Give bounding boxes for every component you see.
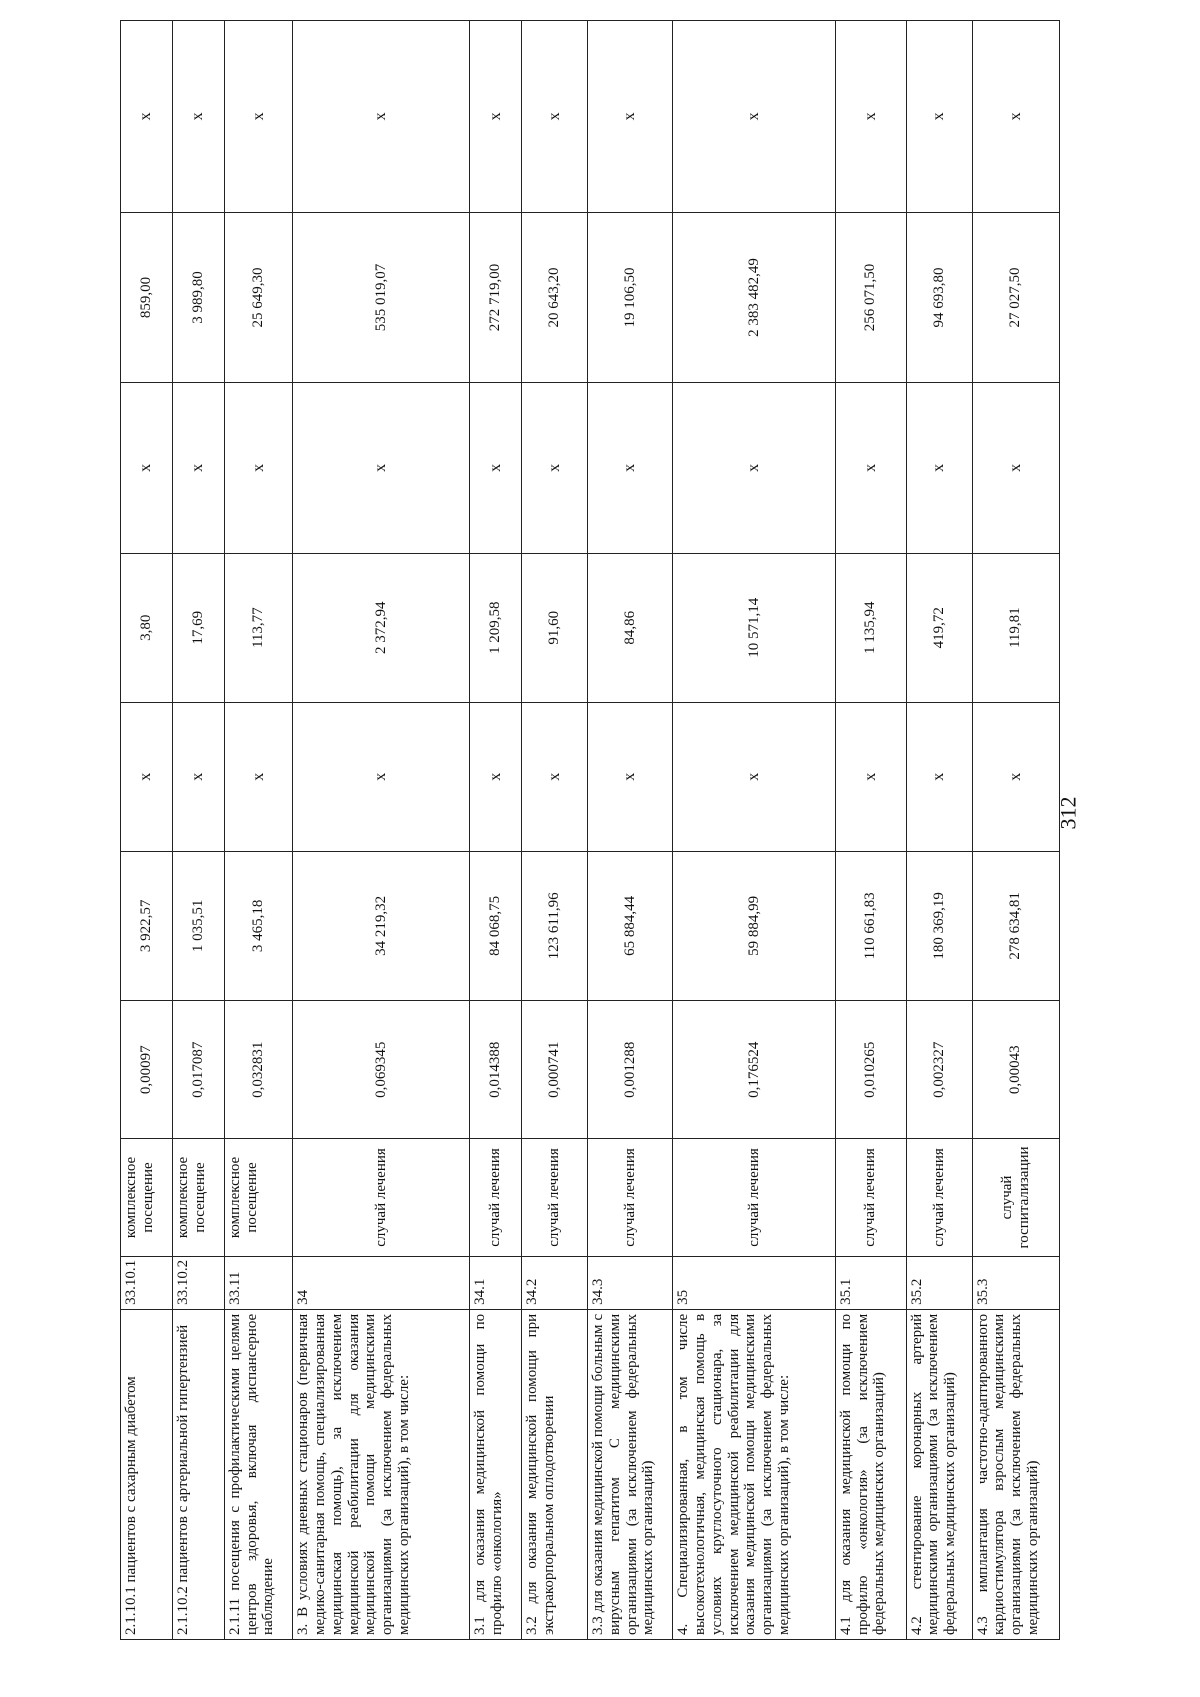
cell-unit: комплексное посещение bbox=[172, 1139, 224, 1256]
table-row bbox=[293, 21, 470, 1640]
page-number: 312 bbox=[1055, 796, 1081, 830]
cell-code: 35.3 bbox=[972, 1256, 1059, 1309]
table-row bbox=[835, 21, 906, 1640]
table-row bbox=[587, 21, 672, 1640]
cell-c2: 113,77 bbox=[224, 553, 292, 702]
cell-c1: х bbox=[293, 702, 470, 851]
cell-c2: 84,86 bbox=[587, 553, 672, 702]
cell-unit: случай лечения bbox=[906, 1139, 972, 1256]
cell-code: 33.10.1 bbox=[121, 1256, 173, 1309]
cell-c4: 19 106,50 bbox=[587, 212, 672, 382]
rotated-table-sheet bbox=[120, 20, 1060, 1640]
cell-c4: 535 019,07 bbox=[293, 212, 470, 382]
cell-name: 3.1 для оказания медицинской помощи по профилю «онкология» bbox=[470, 1309, 522, 1639]
cell-cost: 180 369,19 bbox=[906, 851, 972, 1000]
cell-unit: комплексное посещение bbox=[224, 1139, 292, 1256]
cell-c2: 91,60 bbox=[521, 553, 587, 702]
cell-cost: 84 068,75 bbox=[470, 851, 522, 1000]
cell-unit: случай лечения bbox=[835, 1139, 906, 1256]
cell-c1: х bbox=[172, 702, 224, 851]
cell-c3: х bbox=[224, 383, 292, 553]
cell-c1: х bbox=[835, 702, 906, 851]
cell-cost: 59 884,99 bbox=[673, 851, 836, 1000]
table-row bbox=[224, 21, 292, 1640]
table-row bbox=[972, 21, 1059, 1640]
cell-code: 33.10.2 bbox=[172, 1256, 224, 1309]
cell-c4: 256 071,50 bbox=[835, 212, 906, 382]
cell-name: 3.3 для оказания медицинской помощи больным с вирусным гепатитом С медицинскими организациями (за исключением федеральных медицинских организаций) bbox=[587, 1309, 672, 1639]
table-row bbox=[470, 21, 522, 1640]
cell-norm: 0,176524 bbox=[673, 1000, 836, 1138]
cell-c5: х bbox=[172, 21, 224, 213]
cell-c5: х bbox=[972, 21, 1059, 213]
cell-unit: случай лечения bbox=[521, 1139, 587, 1256]
table-row bbox=[906, 21, 972, 1640]
cell-norm: 0,010265 bbox=[835, 1000, 906, 1138]
cell-unit: случай лечения bbox=[293, 1139, 470, 1256]
cell-code: 35 bbox=[673, 1256, 836, 1309]
table-body bbox=[121, 21, 1060, 1640]
cell-c4: 94 693,80 bbox=[906, 212, 972, 382]
cell-norm: 0,00043 bbox=[972, 1000, 1059, 1138]
cell-c4: 2 383 482,49 bbox=[673, 212, 836, 382]
cell-name: 4.1 для оказания медицинской помощи по профилю «онкология» (за исключением федеральных медицинских организаций) bbox=[835, 1309, 906, 1639]
cell-c4: 3 989,80 bbox=[172, 212, 224, 382]
cell-unit: случай лечения bbox=[587, 1139, 672, 1256]
cell-cost: 1 035,51 bbox=[172, 851, 224, 1000]
cell-norm: 0,069345 bbox=[293, 1000, 470, 1138]
cell-code: 35.1 bbox=[835, 1256, 906, 1309]
cell-c4: 859,00 bbox=[121, 212, 173, 382]
cell-code: 34.1 bbox=[470, 1256, 522, 1309]
table-row bbox=[172, 21, 224, 1640]
cell-c3: х bbox=[673, 383, 836, 553]
cell-name: 4. Специализированная, в том числе высокотехнологичная, медицинская помощь в условиях круглосуточного стационара, за исключением медицинской реабилитации для оказания медицинской помощи медицинскими организациями (за исключением федеральных медицинских организаций), в том числе: bbox=[673, 1309, 836, 1639]
cell-c3: х bbox=[587, 383, 672, 553]
cell-cost: 3 922,57 bbox=[121, 851, 173, 1000]
cell-name: 4.3 имплантация частотно-адаптированного кардиостимулятора взрослым медицинскими организациями (за исключением федеральных медицинских организаций) bbox=[972, 1309, 1059, 1639]
cell-c2: 2 372,94 bbox=[293, 553, 470, 702]
cell-unit: случай госпитализации bbox=[972, 1139, 1059, 1256]
cell-c5: х bbox=[293, 21, 470, 213]
cell-code: 35.2 bbox=[906, 1256, 972, 1309]
cell-name: 4.2 стентирование коронарных артерий медицинскими организациями (за исключением федеральных медицинских организаций) bbox=[906, 1309, 972, 1639]
cell-norm: 0,001288 bbox=[587, 1000, 672, 1138]
cell-c1: х bbox=[470, 702, 522, 851]
cell-c2: 17,69 bbox=[172, 553, 224, 702]
cell-c4: 272 719,00 bbox=[470, 212, 522, 382]
cell-c3: х bbox=[293, 383, 470, 553]
cell-unit: случай лечения bbox=[470, 1139, 522, 1256]
cell-c4: 20 643,20 bbox=[521, 212, 587, 382]
cell-name: 2.1.11 посещения с профилактическими целями центров здоровья, включая диспансерное наблюдение bbox=[224, 1309, 292, 1639]
cell-c1: х bbox=[587, 702, 672, 851]
cell-c2: 119,81 bbox=[972, 553, 1059, 702]
cell-c4: 27 027,50 bbox=[972, 212, 1059, 382]
cell-cost: 278 634,81 bbox=[972, 851, 1059, 1000]
cell-cost: 3 465,18 bbox=[224, 851, 292, 1000]
table-row bbox=[673, 21, 836, 1640]
cell-cost: 34 219,32 bbox=[293, 851, 470, 1000]
cell-c5: х bbox=[121, 21, 173, 213]
cell-name: 2.1.10.1 пациентов с сахарным диабетом bbox=[121, 1309, 173, 1639]
cell-name: 2.1.10.2 пациентов с артериальной гипертензией bbox=[172, 1309, 224, 1639]
table-row bbox=[121, 21, 173, 1640]
cell-c2: 1 135,94 bbox=[835, 553, 906, 702]
cell-c3: х bbox=[172, 383, 224, 553]
cell-c2: 1 209,58 bbox=[470, 553, 522, 702]
cell-c1: х bbox=[972, 702, 1059, 851]
cell-code: 33.11 bbox=[224, 1256, 292, 1309]
cell-c3: х bbox=[521, 383, 587, 553]
cell-norm: 0,014388 bbox=[470, 1000, 522, 1138]
cell-norm: 0,017087 bbox=[172, 1000, 224, 1138]
cell-c1: х bbox=[121, 702, 173, 851]
cell-c5: х bbox=[224, 21, 292, 213]
cell-name: 3. В условиях дневных стационаров (первичная медико-санитарная помощь, специализированная медицинская помощь), за исключением медицинской реабилитации для оказания медицинской помощи медицинскими организациями (за исключением федеральных медицинских организаций), в том числе: bbox=[293, 1309, 470, 1639]
table-row bbox=[521, 21, 587, 1640]
cell-c5: х bbox=[673, 21, 836, 213]
cell-c5: х bbox=[587, 21, 672, 213]
cell-c1: х bbox=[521, 702, 587, 851]
cell-norm: 0,002327 bbox=[906, 1000, 972, 1138]
cell-c4: 25 649,30 bbox=[224, 212, 292, 382]
cell-c2: 3,80 bbox=[121, 553, 173, 702]
cell-norm: 0,000741 bbox=[521, 1000, 587, 1138]
cell-c3: х bbox=[835, 383, 906, 553]
cell-norm: 0,00097 bbox=[121, 1000, 173, 1138]
cell-cost: 123 611,96 bbox=[521, 851, 587, 1000]
cell-c5: х bbox=[835, 21, 906, 213]
cell-norm: 0,032831 bbox=[224, 1000, 292, 1138]
cell-c3: х bbox=[906, 383, 972, 553]
cell-code: 34 bbox=[293, 1256, 470, 1309]
cell-c5: х bbox=[521, 21, 587, 213]
cell-c3: х bbox=[972, 383, 1059, 553]
cell-code: 34.3 bbox=[587, 1256, 672, 1309]
cell-c5: х bbox=[470, 21, 522, 213]
cell-c2: 419,72 bbox=[906, 553, 972, 702]
cell-cost: 65 884,44 bbox=[587, 851, 672, 1000]
cell-c1: х bbox=[224, 702, 292, 851]
cell-c5: х bbox=[906, 21, 972, 213]
cell-c3: х bbox=[121, 383, 173, 553]
cell-unit: комплексное посещение bbox=[121, 1139, 173, 1256]
cell-c1: х bbox=[906, 702, 972, 851]
cell-c1: х bbox=[673, 702, 836, 851]
cell-code: 34.2 bbox=[521, 1256, 587, 1309]
cell-c3: х bbox=[470, 383, 522, 553]
cell-name: 3.2 для оказания медицинской помощи при экстракорпоральном оплодотворении bbox=[521, 1309, 587, 1639]
cell-unit: случай лечения bbox=[673, 1139, 836, 1256]
cell-c2: 10 571,14 bbox=[673, 553, 836, 702]
financing-table bbox=[120, 20, 1060, 1640]
cell-cost: 110 661,83 bbox=[835, 851, 906, 1000]
